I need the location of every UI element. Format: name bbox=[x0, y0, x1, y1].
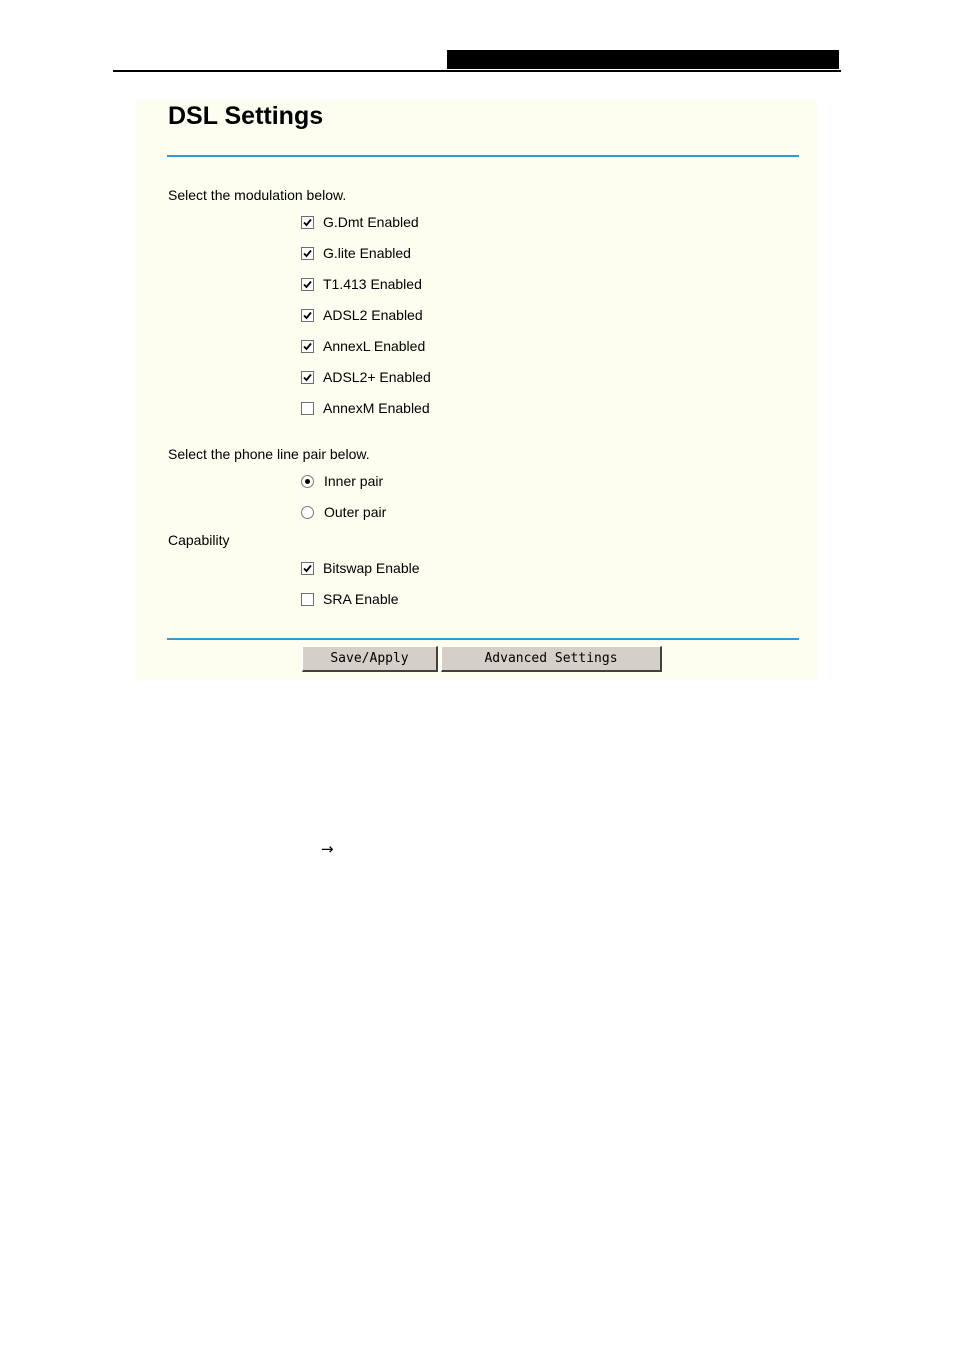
check-mark-icon bbox=[302, 248, 313, 259]
capability-label: Capability bbox=[168, 532, 230, 548]
checkbox-adsl2plus-box[interactable] bbox=[301, 371, 314, 384]
bottom-divider bbox=[167, 638, 799, 640]
check-mark-icon bbox=[302, 279, 313, 290]
checkbox-adsl2plus[interactable] bbox=[301, 368, 431, 386]
radio-dot-icon bbox=[305, 479, 310, 484]
checkbox-sra-label: SRA Enable bbox=[323, 591, 399, 607]
checkbox-sra-box[interactable] bbox=[301, 593, 314, 606]
checkbox-t1413-box[interactable] bbox=[301, 278, 314, 291]
checkbox-bitswap-label: Bitswap Enable bbox=[323, 560, 420, 576]
checkbox-bitswap-box[interactable] bbox=[301, 562, 314, 575]
check-mark-icon bbox=[302, 563, 313, 574]
checkbox-gdmt-label: G.Dmt Enabled bbox=[323, 214, 419, 230]
radio-inner-pair-button[interactable] bbox=[301, 475, 314, 488]
header-rule bbox=[113, 70, 841, 72]
checkbox-annexl[interactable] bbox=[301, 337, 425, 355]
radio-inner-pair[interactable] bbox=[301, 472, 383, 490]
modulation-label: Select the modulation below. bbox=[168, 187, 347, 203]
checkbox-adsl2[interactable] bbox=[301, 306, 423, 324]
checkbox-annexl-label: AnnexL Enabled bbox=[323, 338, 426, 354]
arrow-right-icon: → bbox=[321, 840, 334, 858]
radio-outer-pair-label: Outer pair bbox=[324, 504, 387, 520]
check-mark-icon bbox=[302, 372, 313, 383]
checkbox-bitswap[interactable] bbox=[301, 559, 420, 577]
check-mark-icon bbox=[302, 217, 313, 228]
check-mark-icon bbox=[302, 310, 313, 321]
page-title: DSL Settings bbox=[168, 102, 324, 130]
checkbox-gdmt[interactable] bbox=[301, 213, 419, 231]
checkbox-adsl2plus-label: ADSL2+ Enabled bbox=[323, 369, 431, 385]
checkbox-adsl2-box[interactable] bbox=[301, 309, 314, 322]
check-mark-icon bbox=[302, 341, 313, 352]
checkbox-glite[interactable] bbox=[301, 244, 411, 262]
checkbox-gdmt-box[interactable] bbox=[301, 216, 314, 229]
radio-outer-pair-button[interactable] bbox=[301, 506, 314, 519]
radio-inner-pair-label: Inner pair bbox=[324, 473, 384, 489]
checkbox-annexm-box[interactable] bbox=[301, 402, 314, 415]
checkbox-glite-box[interactable] bbox=[301, 247, 314, 260]
checkbox-t1413[interactable] bbox=[301, 275, 422, 293]
phone-line-label: Select the phone line pair below. bbox=[168, 446, 370, 462]
checkbox-adsl2-label: ADSL2 Enabled bbox=[323, 307, 423, 323]
checkbox-annexm-label: AnnexM Enabled bbox=[323, 400, 430, 416]
checkbox-sra[interactable] bbox=[301, 590, 399, 608]
checkbox-annexm[interactable] bbox=[301, 399, 430, 417]
checkbox-annexl-box[interactable] bbox=[301, 340, 314, 353]
checkbox-glite-label: G.lite Enabled bbox=[323, 245, 411, 261]
advanced-settings-button[interactable]: Advanced Settings bbox=[441, 646, 662, 672]
top-divider bbox=[167, 155, 799, 157]
radio-outer-pair[interactable] bbox=[301, 503, 386, 521]
save-apply-button[interactable]: Save/Apply bbox=[302, 646, 438, 672]
header-bar bbox=[447, 50, 839, 69]
checkbox-t1413-label: T1.413 Enabled bbox=[323, 276, 422, 292]
